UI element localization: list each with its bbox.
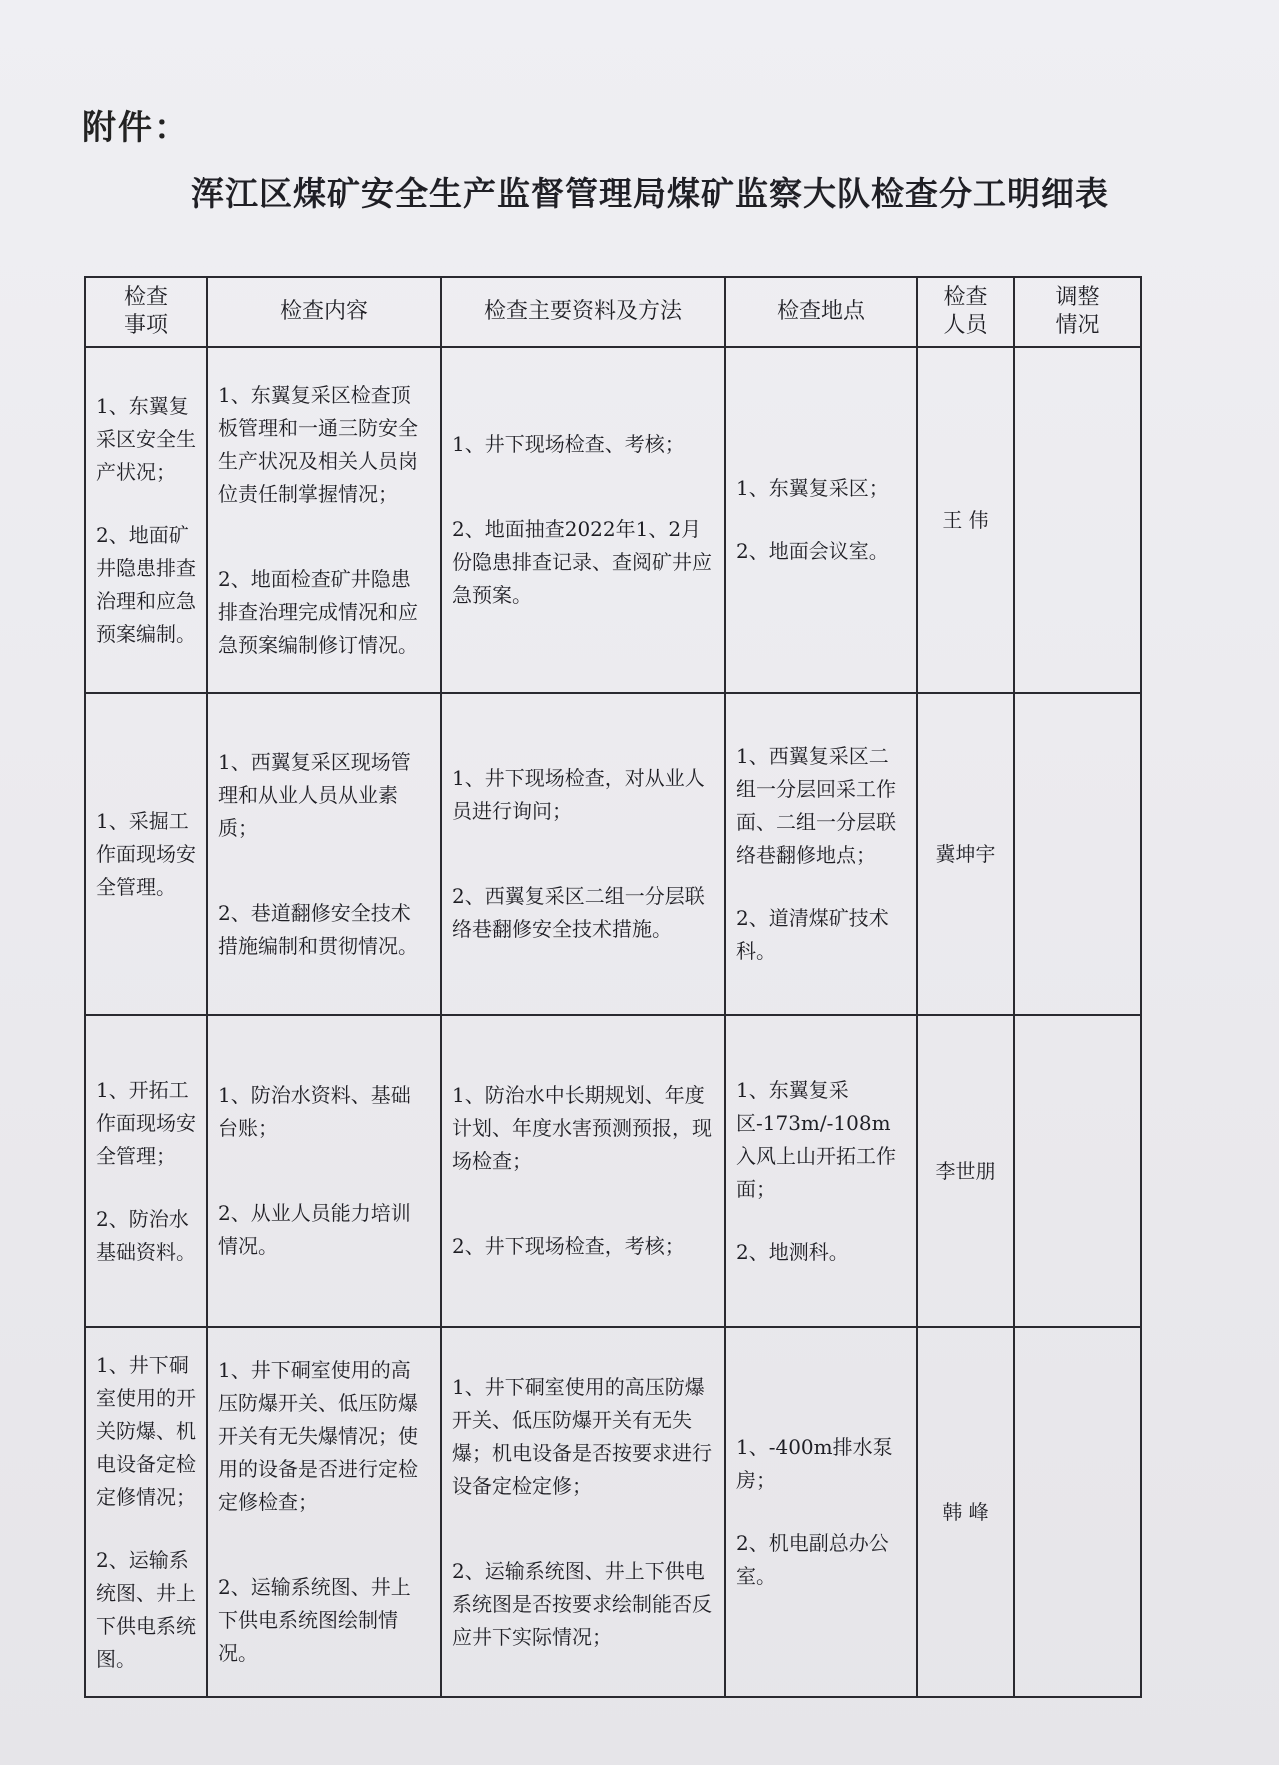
paragraph-gap [452,828,714,880]
cell-paragraph: 韩 峰 [942,1499,989,1524]
cell-paragraph: 1、防治水中长期规划、年度计划、年度水害预测预报，现场检查； [452,1083,712,1173]
cell-paragraph: 1、东翼复采区； [736,476,889,500]
cell-location [725,693,917,1015]
cell-inspector [917,347,1014,693]
cell-adjustment [1014,347,1141,693]
cell-adjustment [1014,1015,1141,1327]
header-adjustment: 调整 情况 [1014,277,1141,347]
cell-paragraph: 2、地面检查矿井隐患排查治理完成情况和应急预案编制修订情况。 [218,566,418,657]
table-row [85,1327,1141,1697]
paragraph-gap [452,461,714,513]
cell-location [725,1015,917,1327]
paragraph-gap [736,505,906,535]
cell-paragraph: 1、开拓工作面现场安全管理； [96,1077,196,1168]
cell-paragraph: 2、防治水基础资料。 [96,1206,196,1264]
cell-content [207,1015,441,1327]
cell-paragraph: 1、东翼复采区安全生产状况； [96,393,196,484]
cell-item [85,1327,207,1697]
cell-item [85,1015,207,1327]
cell-inspector [917,693,1014,1015]
paragraph-gap [452,1178,714,1230]
paragraph-gap [736,1497,906,1527]
cell-paragraph: 2、地测科。 [736,1239,849,1264]
cell-adjustment [1014,693,1141,1015]
paragraph-gap [218,845,430,897]
cell-paragraph: 1、东翼复采区-173m/-108m入风上山开拓工作面； [736,1077,896,1201]
table-row [85,347,1141,693]
cell-paragraph: 2、井下现场检查，考核； [452,1234,685,1258]
cell-paragraph: 2、地面抽查2022年1、2月份隐患排查记录、查阅矿井应急预案。 [452,517,712,607]
header-method: 检查主要资料及方法 [441,277,725,347]
cell-paragraph: 1、井下现场检查、考核； [452,432,685,456]
cell-paragraph: 1、井下现场检查，对从业人员进行询问； [452,766,705,823]
cell-paragraph: 2、运输系统图、井上下供电系统图绘制情况。 [218,1575,411,1665]
cell-paragraph: 1、井下硐室使用的高压防爆开关、低压防爆开关有无失爆情况；使用的设备是否进行定检定修检查； [218,1358,418,1514]
cell-paragraph: 2、地面会议室。 [736,539,889,563]
cell-inspector [917,1327,1014,1697]
cell-paragraph: 2、道清煤矿技术科。 [736,906,889,963]
paragraph-gap [218,511,430,563]
paragraph-gap [736,872,906,902]
cell-paragraph: 1、采掘工作面现场安全管理。 [96,808,196,899]
table-row [85,693,1141,1015]
header-content: 检查内容 [207,277,441,347]
header-inspector: 检查 人员 [917,277,1014,347]
cell-item [85,347,207,693]
inspection-table [84,276,1142,1698]
cell-paragraph: 冀坤宇 [935,841,996,866]
cell-paragraph: 2、机电副总办公室。 [736,1531,889,1588]
cell-paragraph: 2、巷道翻修安全技术措施编制和贯彻情况。 [218,900,418,958]
paragraph-gap [452,1503,714,1555]
cell-content [207,1327,441,1697]
cell-paragraph: 1、西翼复采区现场管理和从业人员从业素质； [218,749,411,840]
cell-method [441,1327,725,1697]
cell-inspector [917,1015,1014,1327]
cell-paragraph: 1、井下硐室使用的开关防爆、机电设备定检定修情况； [96,1352,196,1509]
cell-paragraph: 2、运输系统图、井上下供电系统图是否按要求绘制能否反应井下实际情况； [452,1558,712,1649]
cell-adjustment [1014,1327,1141,1697]
cell-paragraph: 2、地面矿井隐患排查治理和应急预案编制。 [96,522,196,646]
cell-item [85,693,207,1015]
cell-location [725,1327,917,1697]
cell-paragraph: 1、-400m排水泵房； [736,1435,893,1492]
cell-paragraph: 2、西翼复采区二组一分层联络巷翻修安全技术措施。 [452,884,705,941]
document-title: 浑江区煤矿安全生产监督管理局煤矿监察大队检查分工明细表 [191,174,1109,213]
attachment-label: 附件： [82,108,190,148]
cell-paragraph: 1、井下硐室使用的高压防爆开关、低压防爆开关有无失爆；机电设备是否按要求进行设备定检定修； [452,1374,712,1498]
table-row [85,1015,1141,1327]
cell-paragraph: 1、东翼复采区检查顶板管理和一通三防安全生产状况及相关人员岗位责任制掌握情况； [218,382,418,506]
cell-paragraph: 2、从业人员能力培训情况。 [218,1201,411,1258]
paragraph-gap [96,489,196,519]
cell-content [207,693,441,1015]
table-header-row [85,277,1141,347]
cell-method [441,1015,725,1327]
paragraph-gap [218,1519,430,1571]
paragraph-gap [218,1145,430,1197]
cell-content [207,347,441,693]
cell-location [725,347,917,693]
cell-paragraph: 王 伟 [942,507,989,532]
cell-paragraph: 李世朋 [935,1158,996,1183]
header-location: 检查地点 [725,277,917,347]
paragraph-gap [96,1173,196,1203]
paragraph-gap [96,1514,196,1544]
cell-paragraph: 1、西翼复采区二组一分层回采工作面、二组一分层联络巷翻修地点； [736,744,896,867]
cell-paragraph: 2、运输系统图、井上下供电系统图。 [96,1547,196,1671]
cell-method [441,347,725,693]
header-item: 检查 事项 [85,277,207,347]
cell-method [441,693,725,1015]
paragraph-gap [736,1206,906,1236]
cell-paragraph: 1、防治水资料、基础台账； [218,1083,411,1140]
